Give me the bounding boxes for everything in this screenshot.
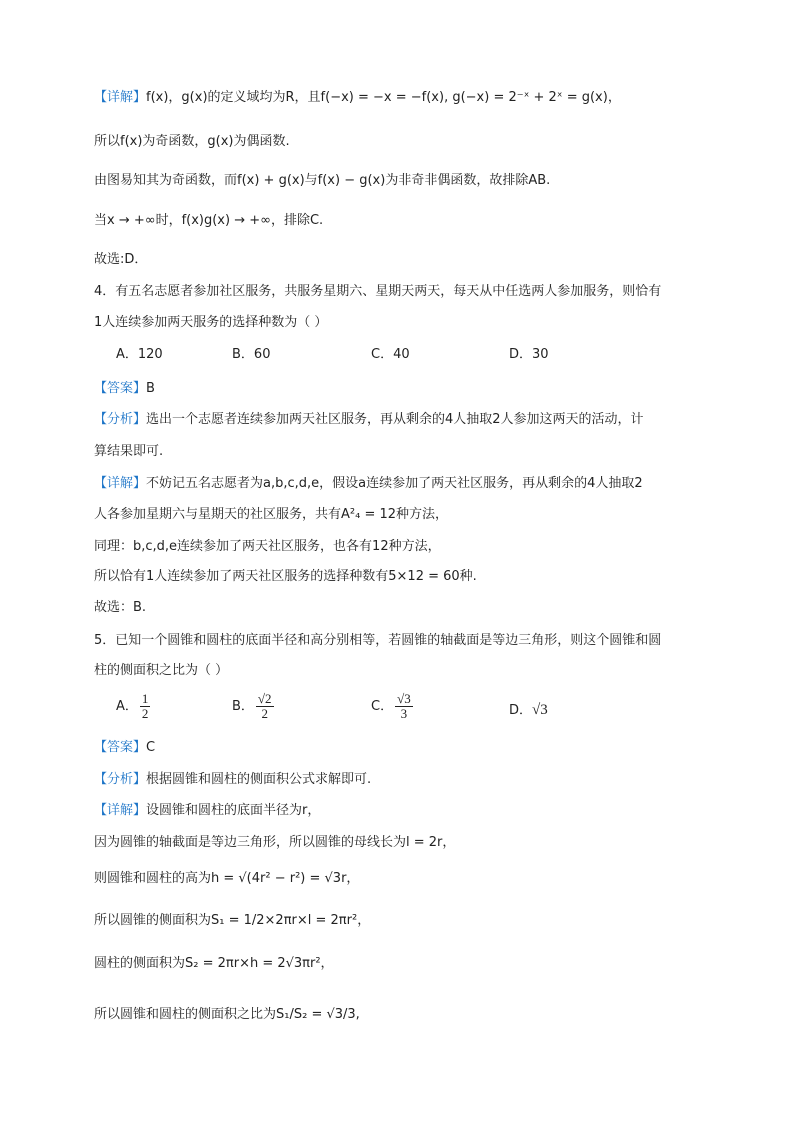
q4-answer-value: B bbox=[146, 381, 155, 396]
q4-detail-line2: 人各参加星期六与星期天的社区服务，共有A²₄ = 12种方法， bbox=[94, 507, 449, 522]
q5-option-a bbox=[116, 692, 152, 721]
q3-detail-line2: 所以f(x)为奇函数，g(x)为偶函数. bbox=[94, 134, 290, 149]
q3-detail-line1 bbox=[94, 89, 621, 107]
q4-answer bbox=[94, 380, 155, 398]
q5-detail-line6: 所以圆锥和圆柱的侧面积之比为S₁/S₂ = √3/3, bbox=[94, 1007, 360, 1022]
fraction bbox=[140, 692, 151, 721]
answer-tag: 【答案】 bbox=[94, 740, 147, 755]
q5-option-c bbox=[371, 692, 415, 721]
q4-detail-line5: 故选：B. bbox=[94, 600, 147, 615]
option-letter: C． bbox=[371, 699, 394, 714]
numerator: √3 bbox=[397, 691, 411, 706]
fraction bbox=[395, 692, 413, 721]
q4-detail-line3: 同理：b,c,d,e连续参加了两天社区服务，也各有12种方法， bbox=[94, 539, 441, 554]
q4-analysis-line2: 算结果即可. bbox=[94, 444, 164, 459]
q4-option-b: B．60 bbox=[232, 347, 271, 362]
q4-stem-line1: 4．有五名志愿者参加社区服务，共服务星期六、星期天两天，每天从中任选两人参加服务，则恰有 bbox=[94, 284, 662, 299]
q5-detail-line3: 则圆锥和圆柱的高为h = √(4r² − r²) = √3r， bbox=[94, 871, 360, 886]
q5-detail-line1 bbox=[94, 802, 320, 820]
q5-detail-line5: 圆柱的侧面积为S₂ = 2πr×h = 2√3πr²， bbox=[94, 956, 334, 971]
detail-tag: 【详解】 bbox=[94, 803, 147, 818]
option-letter: B． bbox=[232, 699, 254, 714]
q3-detail-line3: 由图易知其为奇函数，而f(x) + g(x)与f(x) − g(x)为非奇非偶函数，故排除AB. bbox=[94, 173, 551, 188]
q4-option-a: A．120 bbox=[116, 347, 163, 362]
q4-detail-line4: 所以恰有1人连续参加了两天社区服务的选择种数有5×12 = 60种. bbox=[94, 569, 477, 584]
q5-option-b bbox=[232, 692, 276, 721]
q3-detail-text1: f(x)，g(x)的定义域均为R，且f(−x) = −x = −f(x), g(−x) = 2⁻ˣ + 2ˣ = g(x)， bbox=[146, 90, 621, 105]
denominator: 2 bbox=[261, 706, 268, 721]
analysis-tag: 【分析】 bbox=[94, 772, 147, 787]
q3-detail-line5: 故选:D． bbox=[94, 252, 148, 267]
denominator: 2 bbox=[141, 706, 149, 721]
q5-option-d bbox=[509, 701, 548, 720]
q5-stem-line1: 5．已知一个圆锥和圆柱的底面半径和高分别相等，若圆锥的轴截面是等边三角形，则这个圆锥和圆 bbox=[94, 633, 662, 648]
q5-answer-value: C bbox=[146, 740, 156, 755]
numerator: 1 bbox=[141, 691, 149, 706]
q5-answer bbox=[94, 739, 155, 757]
fraction bbox=[256, 692, 274, 721]
q4-option-c: C．40 bbox=[371, 347, 410, 362]
option-letter: D． bbox=[509, 703, 533, 718]
q4-analysis-line1 bbox=[94, 411, 644, 429]
q5-stem-line2: 柱的侧面积之比为（ ） bbox=[94, 663, 229, 678]
q4-analysis-text1: 选出一个志愿者连续参加两天社区服务，再从剩余的4人抽取2人参加这两天的活动，计 bbox=[146, 412, 644, 427]
answer-tag: 【答案】 bbox=[94, 381, 147, 396]
denominator: 3 bbox=[400, 706, 408, 721]
q4-detail-line1 bbox=[94, 475, 643, 493]
detail-tag: 【详解】 bbox=[94, 476, 147, 491]
option-letter: A． bbox=[116, 699, 138, 714]
analysis-tag: 【分析】 bbox=[94, 412, 147, 427]
q4-option-d: D．30 bbox=[509, 347, 549, 362]
option-value: √3 bbox=[532, 702, 548, 718]
q5-analysis-line1 bbox=[94, 771, 371, 789]
q4-stem-line2: 1人连续参加两天服务的选择种数为（ ） bbox=[94, 315, 328, 330]
q5-detail-line4: 所以圆锥的侧面积为S₁ = 1/2×2πr×l = 2πr²， bbox=[94, 913, 371, 928]
detail-tag: 【详解】 bbox=[94, 90, 147, 105]
q4-detail-text1: 不妨记五名志愿者为a,b,c,d,e，假设a连续参加了两天社区服务，再从剩余的4人抽取2 bbox=[146, 476, 643, 491]
numerator: √2 bbox=[257, 691, 272, 706]
q3-detail-line4: 当x → +∞时，f(x)g(x) → +∞，排除C. bbox=[94, 213, 324, 228]
q5-analysis-text1: 根据圆锥和圆柱的侧面积公式求解即可. bbox=[146, 772, 372, 787]
q5-detail-text1: 设圆锥和圆柱的底面半径为r， bbox=[146, 803, 321, 818]
q5-detail-line2: 因为圆锥的轴截面是等边三角形，所以圆锥的母线长为l = 2r， bbox=[94, 835, 456, 850]
